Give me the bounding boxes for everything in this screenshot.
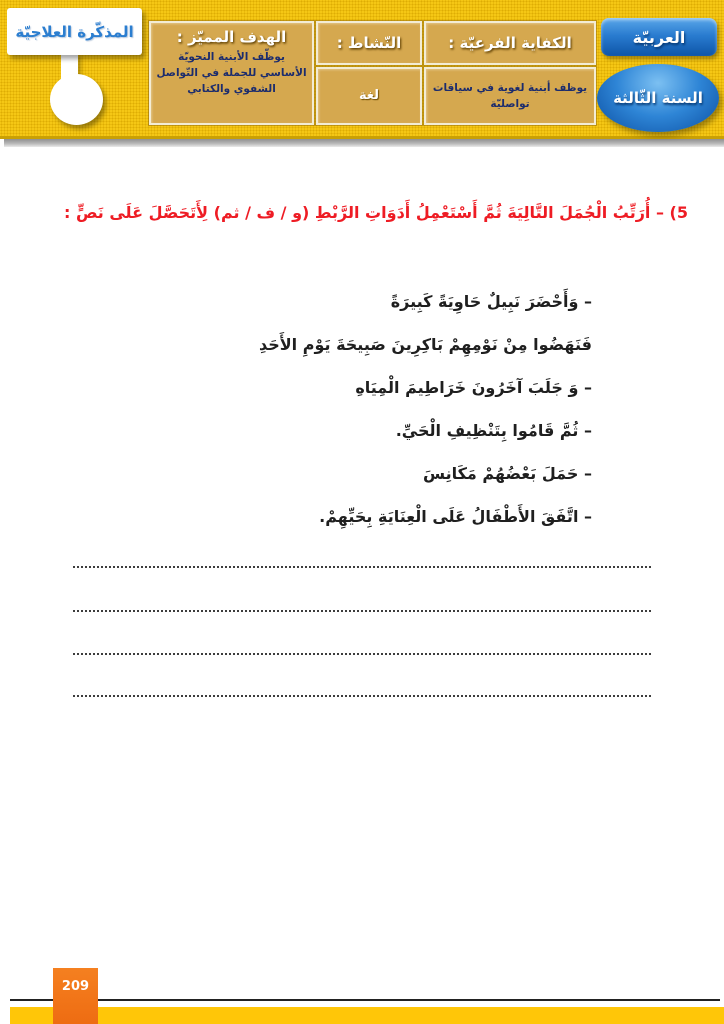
competency-title-cell: الكفاية الفرعيّة :	[424, 21, 596, 65]
sentence-item: – اتَّفَقَ الأَطْفَالُ عَلَى الْعِنَايَةِ بِحَيِّهِمْ.	[319, 507, 592, 526]
sentence-item: – حَمَلَ بَعْضُهُمْ مَكَانِسَ	[422, 464, 592, 483]
sentence-item: – وَأَحْضَرَ نَبِيلٌ حَاوِيَةً كَبِيرَةً	[390, 292, 592, 311]
competency-text-cell: يوظف أبنية لغوية في سياقات تواصليّة	[424, 67, 596, 125]
year-badge	[597, 64, 719, 132]
sentence-item: – ثُمَّ قَامُوا بِتَنْظِيفِ الْحَيِّ.	[395, 421, 592, 440]
header-shadow	[4, 139, 724, 147]
answer-line	[73, 695, 651, 697]
sentence-item: – وَ جَلَبَ آخَرُونَ خَرَاطِيمَ الْمِيَاهِ	[355, 378, 592, 397]
memo-label-text: المذكّرة العلاجيّة	[15, 22, 134, 41]
page-number-tab	[53, 968, 98, 1024]
activity-column	[315, 20, 423, 126]
memo-pin-bulb	[50, 74, 103, 125]
sentence-list	[259, 280, 592, 538]
answer-line	[73, 653, 651, 655]
exercise-prompt: 5) – أُرَتِّبُ الْجُمَلَ التَّالِيَةَ ثُمَّ أَسْتَعْمِلُ أَدَوَاتِ الرَّبْطِ (و / ف / ثم) لِأَتَحَصَّلَ عَلَى نَصٍّ :	[63, 203, 688, 222]
subject-badge-label: العربيّة	[632, 27, 686, 47]
footer-bar	[10, 1007, 724, 1024]
footer-rule	[10, 999, 720, 1001]
page-number: 209	[61, 979, 90, 994]
answer-line	[73, 566, 651, 568]
sentence-item: فَنَهَضُوا مِنْ نَوْمِهِمْ بَاكِرِينَ صَبِيحَةَ يَوْمِ الأَحَدِ	[258, 335, 592, 354]
header-table	[148, 20, 597, 126]
objective-title: الهدف المميّز :	[176, 28, 287, 46]
competency-column	[423, 20, 597, 126]
subject-badge	[601, 18, 717, 56]
activity-title-cell: النّشاط :	[316, 21, 422, 65]
objective-column	[148, 20, 315, 126]
memo-pin-label	[7, 8, 142, 55]
activity-text-cell: لغة	[316, 67, 422, 125]
objective-text: يوظّف الأبنية النحويّة الأساسي للجملة في التّواصل الشفوي والكتابي	[156, 50, 307, 96]
answer-line	[73, 610, 651, 612]
year-badge-label: السنة الثّالثة	[613, 89, 703, 107]
objective-cell	[149, 21, 314, 125]
